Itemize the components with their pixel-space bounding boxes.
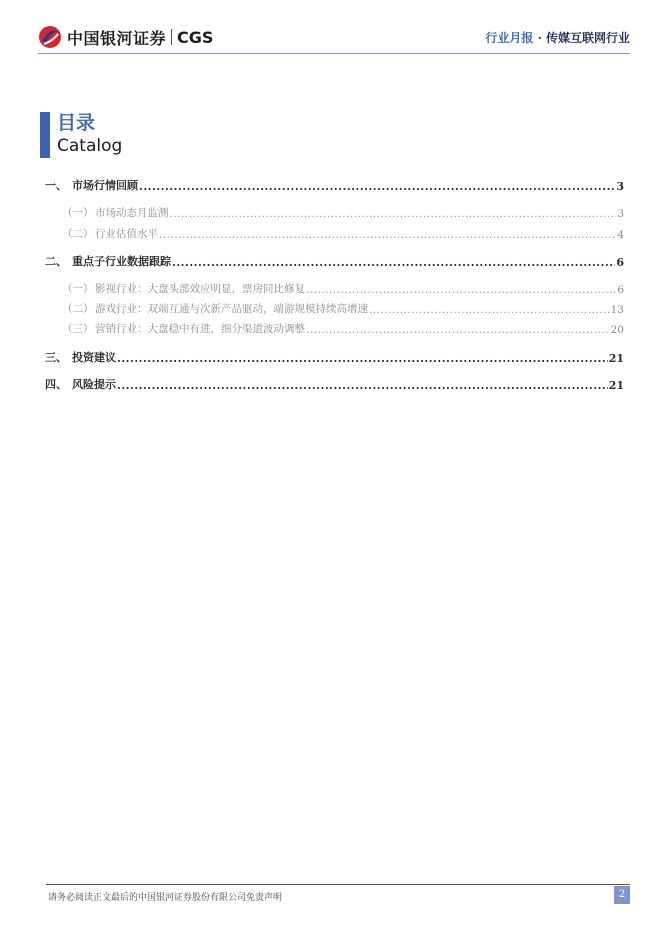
toc-entry-title: 市场行情回顾 <box>72 179 138 192</box>
page-number: 2 <box>614 886 630 904</box>
header-separator: · <box>537 31 542 45</box>
logo-english-name: CGS <box>177 27 214 47</box>
toc-entry[interactable] <box>45 376 624 392</box>
header-divider <box>38 53 630 54</box>
toc-entry[interactable] <box>45 349 624 365</box>
toc-leader-dots <box>159 229 616 241</box>
header-report-label <box>485 29 630 46</box>
toc-leader-dots <box>117 352 608 365</box>
toc-leader-dots <box>170 208 617 220</box>
toc-entry[interactable] <box>62 226 624 241</box>
logo-chinese-name: 中国银河证券 <box>67 28 167 48</box>
toc-entry-page: 21 <box>608 379 624 392</box>
toc-entry-number: （一） <box>62 283 94 295</box>
page-title: 目录 <box>57 112 96 134</box>
report-type: 行业月报 <box>485 31 534 45</box>
toc-entry-title: 影视行业：大盘头部效应明显，票房同比修复 <box>95 283 305 295</box>
toc-entry-page: 4 <box>617 229 624 241</box>
toc-entry-title: 营销行业：大盘稳中有进，细分渠道波动调整 <box>95 323 305 335</box>
toc-entry-title: 投资建议 <box>72 351 116 364</box>
toc-entry-title: 市场动态月监测 <box>95 207 169 219</box>
toc-entry-number: （一） <box>62 207 94 219</box>
toc-leader-dots <box>117 379 608 392</box>
toc-leader-dots <box>139 180 615 193</box>
toc-entry-title: 行业估值水平 <box>95 228 158 240</box>
footer-divider <box>46 884 630 885</box>
toc-entry[interactable] <box>62 205 624 220</box>
footer-disclaimer: 请务必阅读正文最后的中国银河证券股份有限公司免责声明 <box>48 893 283 903</box>
toc-entry-number: 一、 <box>45 179 67 192</box>
toc-entry-title: 风险提示 <box>72 378 116 391</box>
toc-leader-dots <box>369 304 610 316</box>
toc-entry-number: 四、 <box>45 378 67 391</box>
toc-entry-page: 6 <box>617 284 624 296</box>
logo-divider <box>171 29 172 45</box>
toc-entry-page: 20 <box>610 324 624 336</box>
toc-entry[interactable] <box>45 253 624 269</box>
page-subtitle: Catalog <box>57 136 123 156</box>
toc-entry-number: 三、 <box>45 351 67 364</box>
toc-entry[interactable] <box>45 177 624 193</box>
toc-entry-number: （三） <box>62 323 94 335</box>
toc-entry-page: 3 <box>617 208 624 220</box>
galaxy-logo-icon <box>38 25 62 49</box>
toc-leader-dots <box>172 256 615 269</box>
toc-entry-title: 游戏行业：双端互通与次新产品驱动，端游规模持续高增速 <box>95 303 368 315</box>
toc-entry-title: 重点子行业数据跟踪 <box>72 255 171 268</box>
title-accent-bar <box>40 112 50 158</box>
toc-entry-number: （二） <box>62 228 94 240</box>
toc-entry-number: 二、 <box>45 255 67 268</box>
toc-entry[interactable] <box>62 281 624 296</box>
toc-entry-page: 6 <box>616 256 624 269</box>
company-logo <box>38 25 213 49</box>
toc-entry[interactable] <box>62 301 624 316</box>
industry-name: 传媒互联网行业 <box>545 31 630 45</box>
toc-entry[interactable] <box>62 321 624 336</box>
toc-leader-dots <box>306 324 610 336</box>
toc-entry-number: （二） <box>62 303 94 315</box>
toc-entry-page: 13 <box>610 304 624 316</box>
toc-leader-dots <box>306 284 616 296</box>
toc-entry-page: 3 <box>616 180 624 193</box>
toc-entry-page: 21 <box>608 352 624 365</box>
